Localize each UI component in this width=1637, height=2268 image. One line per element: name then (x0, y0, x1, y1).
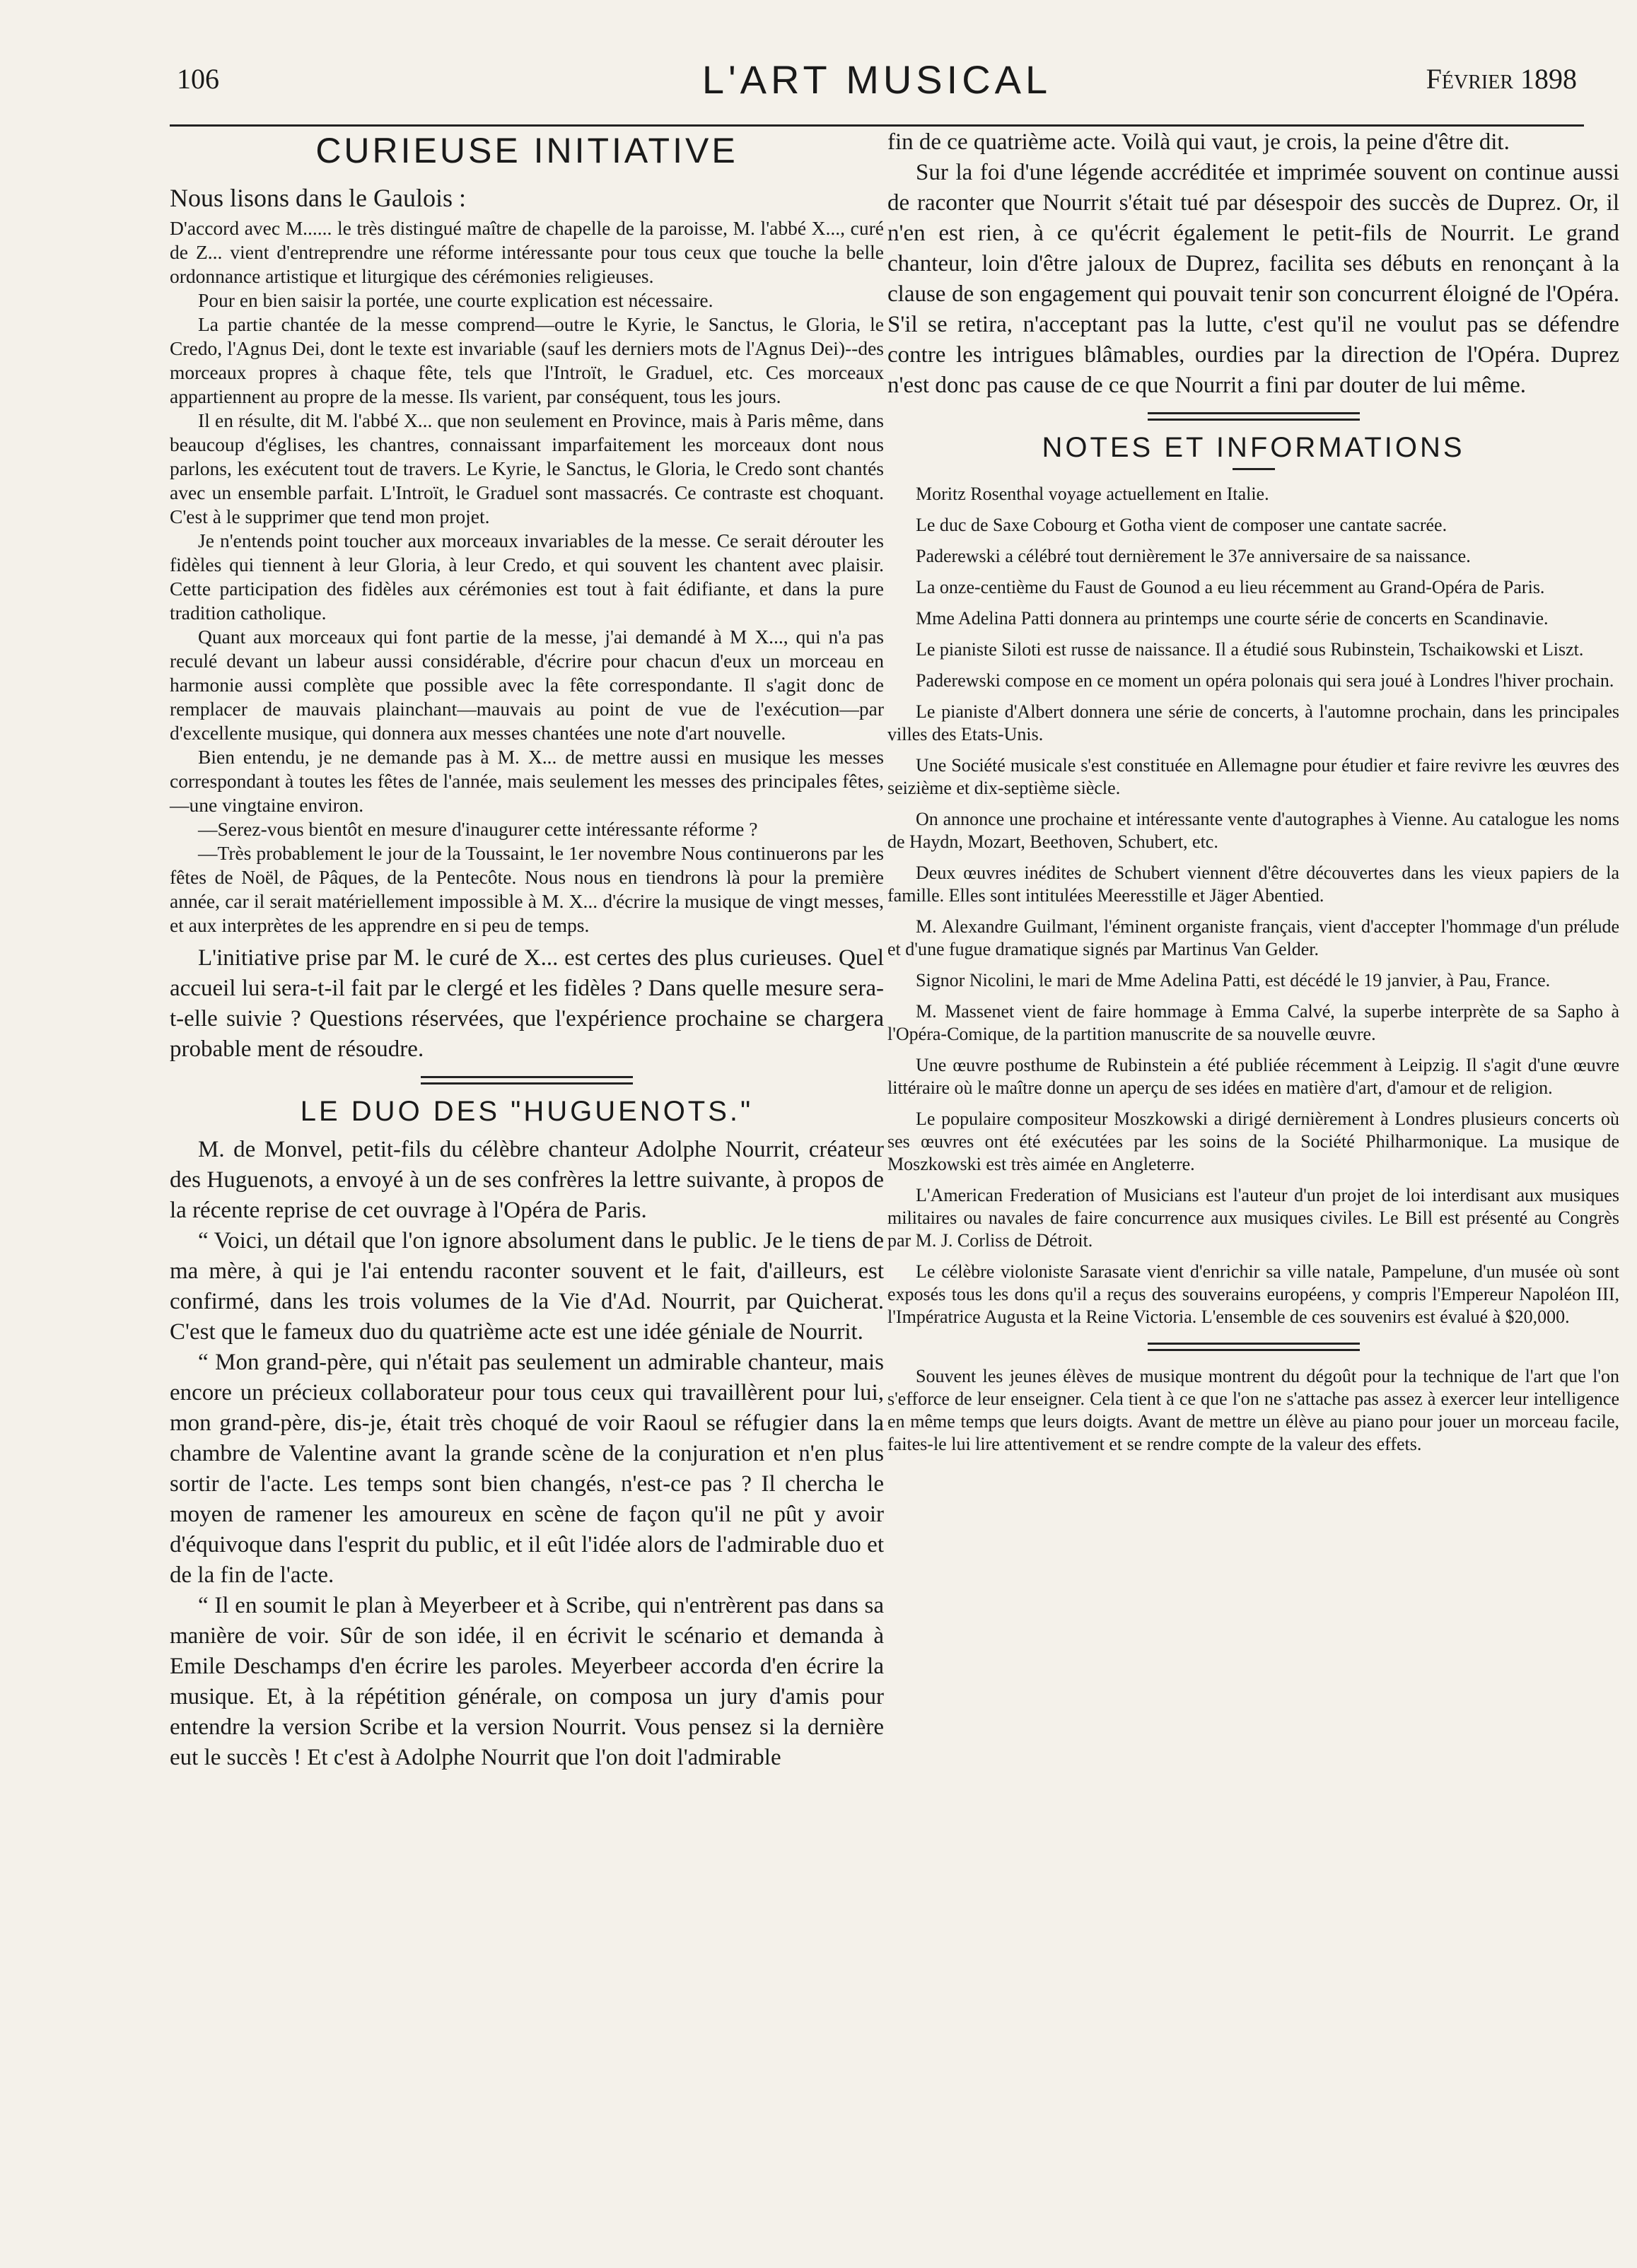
issue-date: Février 1898 (1426, 63, 1577, 95)
article-body-duo (170, 1135, 884, 1773)
news-item: La onze-centième du Faust de Gounod a eu lieu récemment au Grand-Opéra de Paris. (916, 577, 1545, 597)
news-item: Signor Nicolini, le mari de Mme Adelina Patti, est décédé le 19 janvier, à Pau, France. (916, 970, 1551, 990)
article-intro: Nous lisons dans le Gaulois : (170, 184, 466, 212)
paragraph: “ Il en soumit le plan à Meyerbeer et à Scribe, qui n'entrèrent pas dans sa manière de voir. Sûr de son idée, il en écrivit le scénario et demanda à Emile Deschamps d'en écrire les paroles. Meyerbeer accorda d'en écrire la musique. Et, à la répétition générale, on composa un jury d'amis pour entendre la version Scribe et la version Nourrit. Vous pensez si la dernière eut le succès ! Et c'est à Adolphe Nourrit que l'on doit l'admirable (170, 1593, 884, 1770)
closing-note: Souvent les jeunes élèves de musique montrent du dégoût pour la technique de l'art que l'on s'efforce de leur enseigner. Cela tient à ce que l'on ne s'attache pas assez à exercer leur intelligence en même temps que leurs doigts. Avant de mettre un élève au piano pour jouer un morceau facile, faites-le lui lire attentivement et se rendre compte de la valeur des effets. (887, 1366, 1619, 1454)
paragraph: Bien entendu, je ne demande pas à M. X... de mettre aussi en musique les messes correspondant à toutes les fêtes de l'année, mais seulement les messes des principales fêtes,—une vingtaine environ. (170, 746, 884, 816)
title-underline (1233, 468, 1275, 470)
news-item: On annonce une prochaine et intéressante vente d'autographes à Vienne. Au catalogue les noms de Haydn, Mozart, Beethoven, Schubert, etc. (887, 809, 1619, 852)
section-divider (421, 1076, 633, 1085)
article-body-curieuse (170, 216, 884, 1065)
paragraph: M. de Monvel, petit-fils du célèbre chanteur Adolphe Nourrit, créateur des Huguenots, a envoyé à un de ses confrères la lettre suivante, à propos de la récente reprise de cet ouvrage à l'Opéra de Paris. (170, 1137, 884, 1223)
page-header (177, 57, 1577, 126)
paragraph: —Très probablement le jour de la Toussaint, le 1er novembre Nous continuerons par les fêtes de Noël, de Pâques, de la Pentecôte. Nous nous en tiendrons là pour la première année, car il serait matériellement impossible à M. X... d'écrire la musique de vingt messes, et aux interprètes de les apprendre en si peu de temps. (170, 842, 884, 936)
article-title-curieuse: CURIEUSE INITIATIVE (315, 131, 738, 170)
paragraph: “ Mon grand-père, qui n'était pas seulement un admirable chanteur, mais encore un précieux collaborateur pour tous ceux qui travaillèrent pour lui, mon grand-père, dis-je, était très choqué de voir Raoul se réfugier dans la chambre de Valentine avant la grande scène de la conjuration et n'en plus sortir de l'acte. Les temps sont bien changés, n'est-ce pas ? Il chercha le moyen de ramener les amoureux en scène de façon qu'il ne pût y avoir d'équivoque dans l'esprit du public, et il eût l'idée alors de l'admirable duo et de la fin de l'acte. (170, 1350, 884, 1588)
paragraph: “ Voici, un détail que l'on ignore absolument dans le public. Je le tiens de ma mère, à qui je l'ai entendu raconter souvent et le fait, d'ailleurs, est confirmé, dans les trois volumes de la Vie d'Ad. Nourrit, par Quicherat. C'est que le fameux duo du quatrième acte est une idée géniale de Nourrit. (170, 1228, 884, 1345)
section-title-notes: NOTES ET INFORMATIONS (1042, 432, 1465, 463)
header-rule (170, 124, 1584, 127)
news-item: M. Alexandre Guilmant, l'éminent organiste français, vient d'accepter l'hommage d'un prélude et d'une fugue dramatique signés par Martinus Van Gelder. (887, 916, 1619, 959)
paragraph: La partie chantée de la messe comprend—outre le Kyrie, le Sanctus, le Gloria, le Credo, l'Agnus Dei, dont le texte est invariable (sauf les derniers mots de l'Agnus Dei)--des morceaux propres à chaque fête, tels que l'Introït, le Graduel, etc. Ces morceaux appartiennent au propre de la messe. Ils varient, par conséquent, tous les jours. (170, 313, 884, 407)
news-item: Le célèbre violoniste Sarasate vient d'enrichir sa ville natale, Pampelune, d'un musée où sont exposés tous les dons qu'il a reçus des souverains européens, y compris l'Empereur Napoléon III, l'Impératrice Augusta et la Reine Victoria. L'ensemble de ces souvenirs est évalué à $20,000. (887, 1261, 1619, 1327)
paragraph: Il en résulte, dit M. l'abbé X... que non seulement en Province, mais à Paris même, dans beaucoup d'églises, les chantres, connaissant imparfaitement les morceaux dont nous parlons, les exécutent tout de travers. Le Kyrie, le Sanctus, le Gloria, le Credo sont chantés avec un ensemble parfait. L'Introït, le Graduel sont massacrés. Ce contraste est choquant. C'est à le supprimer que tend mon projet. (170, 409, 884, 527)
page-number: 106 (177, 63, 219, 95)
news-item: Le pianiste d'Albert donnera une série de concerts, à l'automne prochain, dans les principales villes des Etats-Unis. (887, 701, 1619, 744)
news-item: Paderewski a célébré tout dernièrement le 37e anniversaire de sa naissance. (916, 546, 1471, 566)
journal-title: L'ART MUSICAL (701, 57, 1052, 102)
paragraph: Pour en bien saisir la portée, une courte explication est nécessaire. (198, 289, 713, 311)
news-item: Une Société musicale s'est constituée en Allemagne pour étudier et faire revivre les œuvres des seizième et dix-septième siècle. (887, 755, 1619, 798)
news-item: Mme Adelina Patti donnera au printemps une courte série de concerts en Scandinavie. (916, 608, 1549, 629)
paragraph: Quant aux morceaux qui font partie de la messe, j'ai demandé à M X..., qui n'a pas reculé devant un labeur aussi considérable, d'écrire pour chacun d'eux un morceau en harmonie aussi complète que possible avec la fête correspondante. Il s'agit donc de remplacer de mauvais plainchant—mauvais au point de vue de l'exécution—par d'excellente musique, qui donnera aux messes chantées une note d'art nouvelle. (170, 626, 884, 744)
section-divider (1148, 412, 1360, 421)
left-column (170, 127, 884, 1773)
paragraph: Je n'entends point toucher aux morceaux invariables de la messe. Ce serait dérouter les fidèles qui tiennent à leur Gloria, à leur Credo, et qui souvent les chantent avec plaisir. Cette participation des fidèles aux cérémonies est tout à fait édifiante, et dans la pure tradition catholique. (170, 530, 884, 624)
paragraph: —Serez-vous bientôt en mesure d'inaugurer cette intéressante réforme ? (198, 818, 758, 840)
section-divider (1148, 1343, 1360, 1351)
article-continuation-duo (887, 127, 1619, 401)
paragraph: Sur la foi d'une légende accréditée et imprimée souvent on continue aussi de raconter que Nourrit s'était tué par désespoir des succès de Duprez. Or, il n'en est rien, à ce qu'écrit également le petit-fils de Nourrit. Le grand chanteur, loin d'être jaloux de Duprez, facilita ses débuts en renonçant à la clause de son engagement qui pouvait tenir son concurrent éloigné de l'Opéra. S'il se retira, n'acceptant pas la lutte, c'est qu'il ne voulut pas se défendre contre les intrigues blâmables, ourdies par la direction de l'Opéra. Duprez n'est donc pas cause de ce que Nourrit a fini par douter de lui même. (887, 160, 1619, 398)
news-item: Une œuvre posthume de Rubinstein a été publiée récemment à Leipzig. Il s'agit d'une œuvre littéraire où le maître donne un aperçu de ses idées en matière d'art, d'amour et de religion. (887, 1055, 1619, 1098)
paragraph: fin de ce quatrième acte. Voilà qui vaut, je crois, la peine d'être dit. (887, 129, 1510, 155)
news-item: Le populaire compositeur Moszkowski a dirigé dernièrement à Londres plusieurs concerts où ses œuvres ont été exécutées par les soins de la Société Philharmonique. La musique de Moszkowski est très aimée en Angleterre. (887, 1109, 1619, 1174)
news-item: Deux œuvres inédites de Schubert viennent d'être découvertes dans les vieux papiers de la famille. Elles sont intitulées Meeresstille et Jäger Abentied. (887, 863, 1619, 906)
news-item: Paderewski compose en ce moment un opéra polonais qui sera joué à Londres l'hiver prochain. (916, 670, 1614, 691)
article-closing: L'initiative prise par M. le curé de X... est certes des plus curieuses. Quel accueil lui sera-t-il fait par le clergé et les fidèles ? Dans quelle mesure sera-t-elle suivie ? Questions réservées, que l'expérience prochaine se chargera probable ment de résoudre. (170, 945, 884, 1062)
news-item: L'American Frederation of Musicians est l'auteur d'un projet de loi interdisant aux musiques militaires ou navales de faire concurrence aux musiques civiles. Le Bill est présenté au Congrès par M. J. Corliss de Détroit. (887, 1185, 1619, 1251)
news-item: Le duc de Saxe Cobourg et Gotha vient de composer une cantate sacrée. (916, 515, 1447, 535)
right-column (887, 127, 1619, 1464)
article-title-duo: LE DUO DES "HUGUENOTS." (300, 1096, 754, 1127)
notes-list (887, 483, 1619, 1328)
news-item: M. Massenet vient de faire hommage à Emma Calvé, la superbe interprète de sa Sapho à l'Opéra-Comique, de la partition manuscrite de sa nouvelle œuvre. (887, 1001, 1619, 1044)
news-item: Moritz Rosenthal voyage actuellement en Italie. (916, 484, 1269, 504)
news-item: Le pianiste Siloti est russe de naissance. Il a étudié sous Rubinstein, Tschaikowski et Liszt. (916, 639, 1584, 660)
paragraph: D'accord avec M...... le très distingué maître de chapelle de la paroisse, M. l'abbé X..., curé de Z... vient d'entreprendre une réforme intéressante pour tous ceux que touche la belle ordonnance artistique et liturgique des cérémonies religieuses. (170, 217, 884, 287)
